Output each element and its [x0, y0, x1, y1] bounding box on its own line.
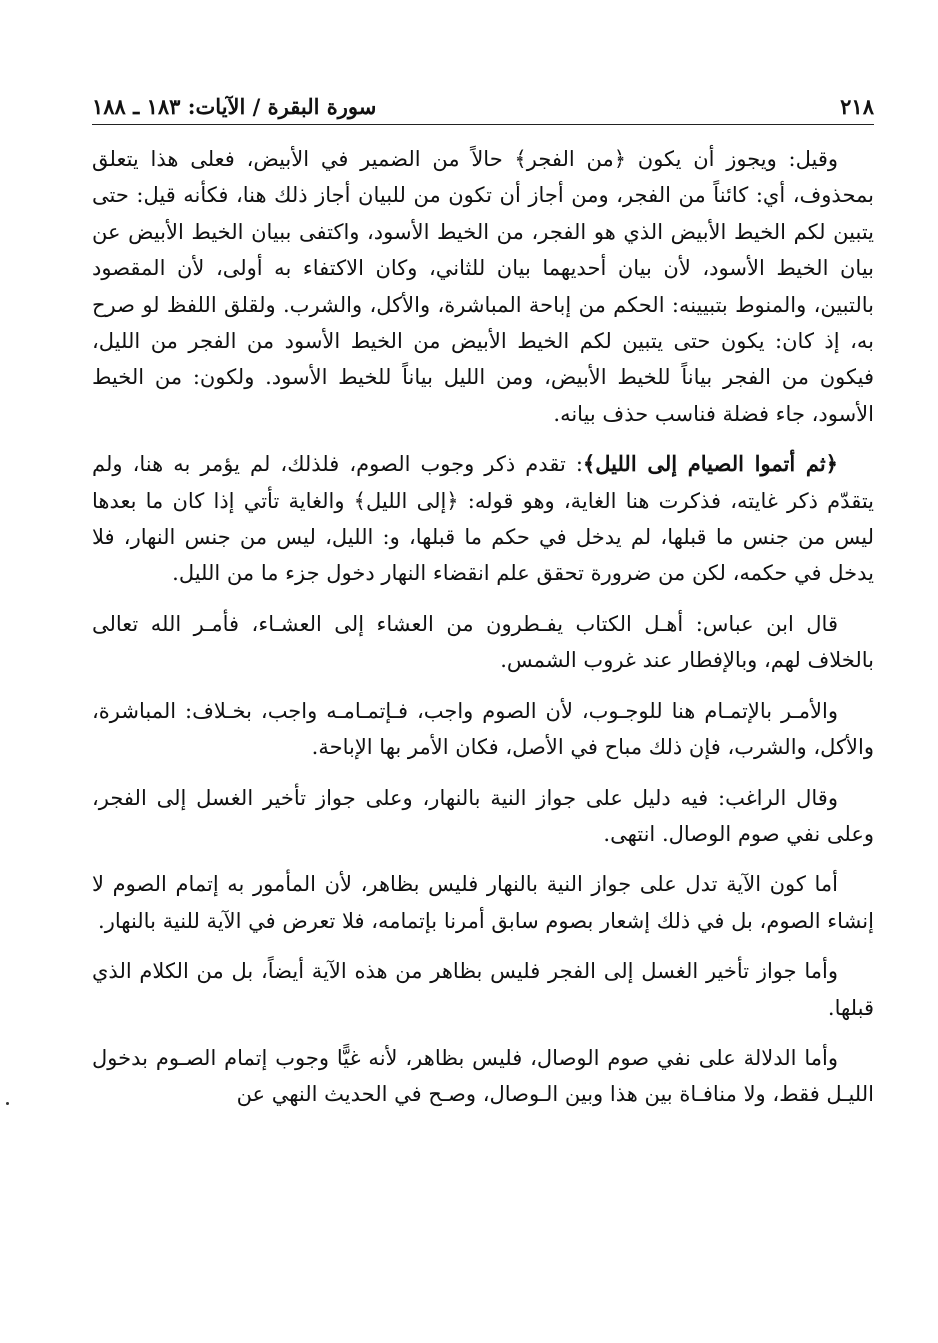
page-body: [92, 141, 874, 1113]
paragraph-text: وأما جواز تأخير الغسل إلى الفجر فليس بظاهر من هذه الآية أيضاً، بل من الكلام الذي قبلها.: [92, 959, 874, 1020]
surah-reference: سورة البقرة / الآيات: ١٨٣ ـ ١٨٨: [92, 93, 377, 119]
page-number: ٢١٨: [840, 93, 874, 119]
verse-quote: ﴿ثم أتموا الصيام إلى الليل﴾: [582, 451, 838, 477]
paragraph: [92, 1040, 874, 1113]
paragraph: [92, 141, 874, 432]
scan-speck: [6, 1102, 9, 1105]
paragraph-text: والأمـر بالإتمـام هنا للوجـوب، لأن الصوم واجب، فـإتمـامـه واجب، بخـلاف: المباشرة، والأكل، والشرب، فإن ذلك مباح في الأصل، فكان الأمر بها الإباحة.: [92, 698, 874, 760]
paragraph-text: : تقدم ذكر وجوب الصوم، فلذلك، لم يؤمر به هنا، ولم يتقدّم ذكر غايته، فذكرت هنا الغاية، وهو قوله: ﴿إلى الليل﴾ والغاية تأتي إذا كان ما بعدها ليس من جنس ما قبلها، لم يدخل في حكم ما قبلها، و: الليل، ليس من جنس النهار، فلا يدخل في حكمه، لكن من ضرورة تحقق علم انقضاء النهار دخول جزء ما من الليل.: [92, 452, 874, 586]
paragraph-text: وقيل: ويجوز أن يكون ﴿من الفجر﴾ حالاً من الضمير في الأبيض، فعلى هذا يتعلق بمحذوف، أي: كائناً من الفجر، ومن أجاز أن تكون من للبيان أجاز ذلك هنا، فكأنه قيل: حتى يتبين لكم الخيط الأبيض الذي هو الفجر، من الخيط الأسود، واكتفى ببيان الخيط الأبيض عن بيان الخيط الأسود، لأن بيان أحديهما بيان للثاني، وكان الاكتفاء به أولى، لأن المقصود بالتبين، والمنوط بتبيينه: الحكم من إباحة المباشرة، والأكل، والشرب. ولقلق اللفظ لو صرح به، إذ كان: يكون حتى يتبين لكم الخيط الأبيض من الخيط الأسود من الفجر من الليل، فيكون من الفجر بياناً للخيط الأبيض، ومن الليل بياناً للخيط الأسود. ولكون: من الخيط الأسود، جاء فضلة فناسب حذف بيانه.: [92, 147, 874, 426]
paragraph: [92, 446, 874, 592]
paragraph-text: وقال الراغب: فيه دليل على جواز النية بالنهار، وعلى جواز تأخير الغسل إلى الفجر، وعلى نفي صوم الوصال. انتهى.: [92, 785, 874, 846]
paragraph: [92, 693, 874, 766]
paragraph: [92, 780, 874, 853]
paragraph-text: قال ابن عباس: أهـل الكتاب يفـطرون من العشاء إلى العشـاء، فأمـر الله تعالى بالخلاف لهم، وبالإفطار عند غروب الشمس.: [92, 611, 874, 673]
paragraph-text: وأما الدلالة على نفي صوم الوصال، فليس بظاهر، لأنه غيًّا وجوب إتمام الصـوم بدخول الليـل فقط، ولا منافـاة بين هذا وبين الـوصال، وصـح في الحديث النهي عن: [92, 1045, 874, 1107]
running-header: [92, 88, 874, 125]
paragraph-text: أما كون الآية تدل على جواز النية بالنهار فليس بظاهر، لأن المأمور به إتمام الصوم لا إنشاء الصوم، بل في ذلك إشعار بصوم سابق أمرنا بإتمامه، فلا تعرض في الآية للنية بالنهار.: [92, 872, 874, 933]
paragraph: [92, 953, 874, 1026]
paragraph: [92, 866, 874, 939]
paragraph: [92, 606, 874, 679]
